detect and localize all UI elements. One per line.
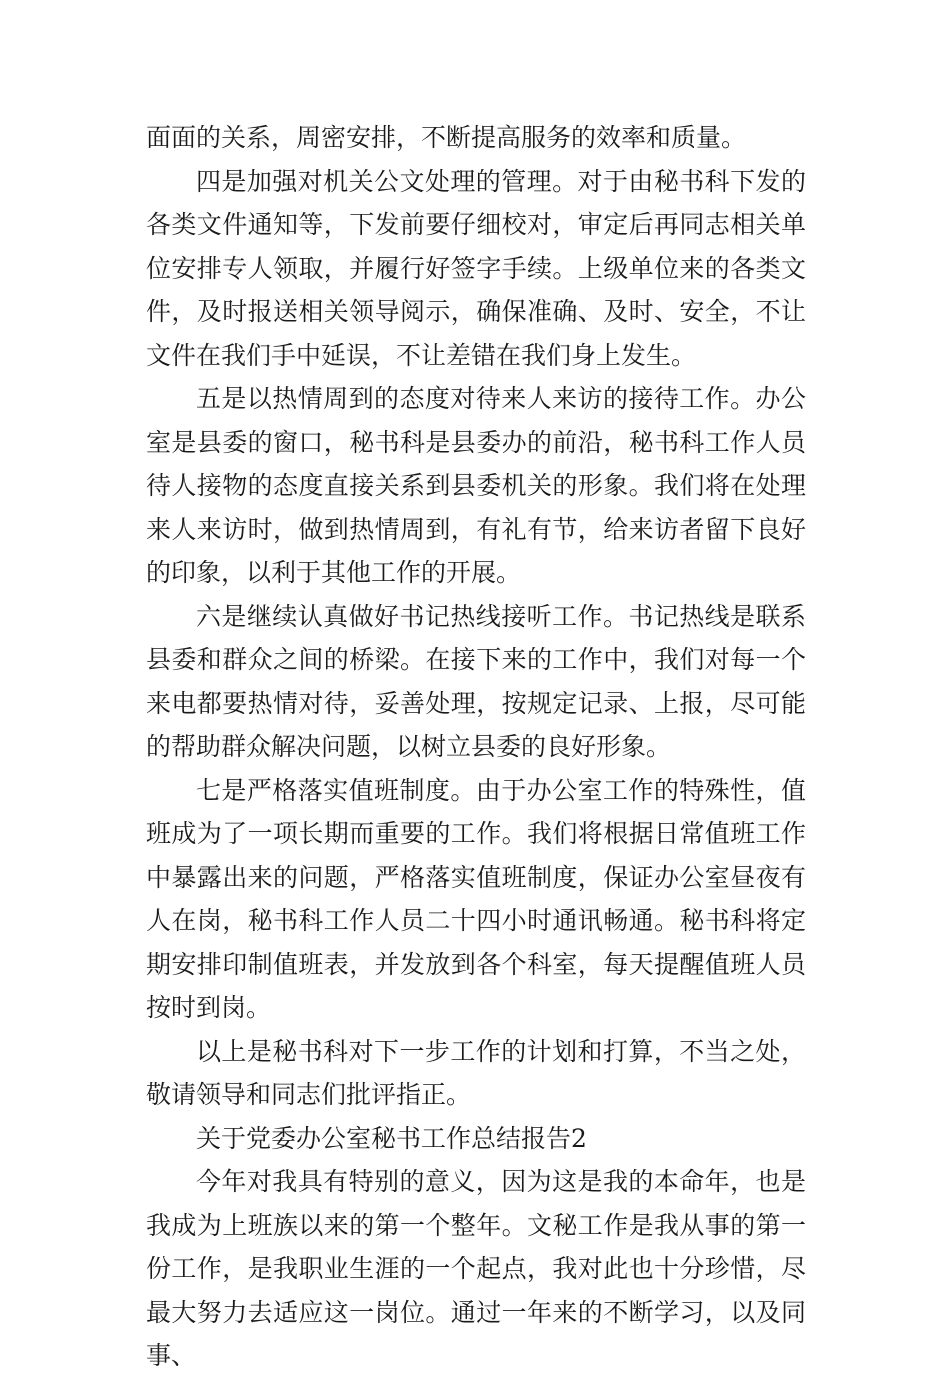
section-heading: 关于党委办公室秘书工作总结报告2 — [196, 1123, 587, 1153]
paragraph-3: 五是以热情周到的态度对待来人来访的接待工作。办公室是县委的窗口，秘书科是县委办的前沿，秘书科工作人员待人接物的态度直接关系到县委机关的形象。我们将在处理来人来访时，做到热情周到，有礼有节，给来访者留下良好的印象，以利于其他工作的开展。 — [146, 384, 806, 587]
paragraph-4: 六是继续认真做好书记热线接听工作。书记热线是联系县委和群众之间的桥梁。在接下来的工作中，我们对每一个来电都要热情对待，妥善处理，按规定记录、上报，尽可能的帮助群众解决问题，以树立县委的良好形象。 — [146, 601, 806, 761]
paragraph-5: 七是严格落实值班制度。由于办公室工作的特殊性，值班成为了一项长期而重要的工作。我们将根据日常值班工作中暴露出来的问题，严格落实值班制度，保证办公室昼夜有人在岗，秘书科工作人员二十四小时通讯畅通。秘书科将定期安排印制值班表，并发放到各个科室，每天提醒值班人员按时到岗。 — [146, 775, 806, 1022]
document-body — [146, 116, 806, 1378]
paragraph-1: 面面的关系，周密安排，不断提高服务的效率和质量。 — [146, 123, 747, 152]
paragraph-7: 今年对我具有特别的意义，因为这是我的本命年，也是我成为上班族以来的第一个整年。文秘工作是我从事的第一份工作，是我职业生涯的一个起点，我对此也十分珍惜，尽最大努力去适应这一岗位。通过一年来的不断学习，以及同事、 — [146, 1167, 806, 1370]
paragraph-6: 以上是秘书科对下一步工作的计划和打算，不当之处，敬请领导和同志们批评指正。 — [146, 1036, 806, 1109]
paragraph-2: 四是加强对机关公文处理的管理。对于由秘书科下发的各类文件通知等，下发前要仔细校对，审定后再同志相关单位安排专人领取，并履行好签字手续。上级单位来的各类文件，及时报送相关领导阅示，确保准确、及时、安全，不让文件在我们手中延误，不让差错在我们身上发生。 — [146, 166, 806, 370]
